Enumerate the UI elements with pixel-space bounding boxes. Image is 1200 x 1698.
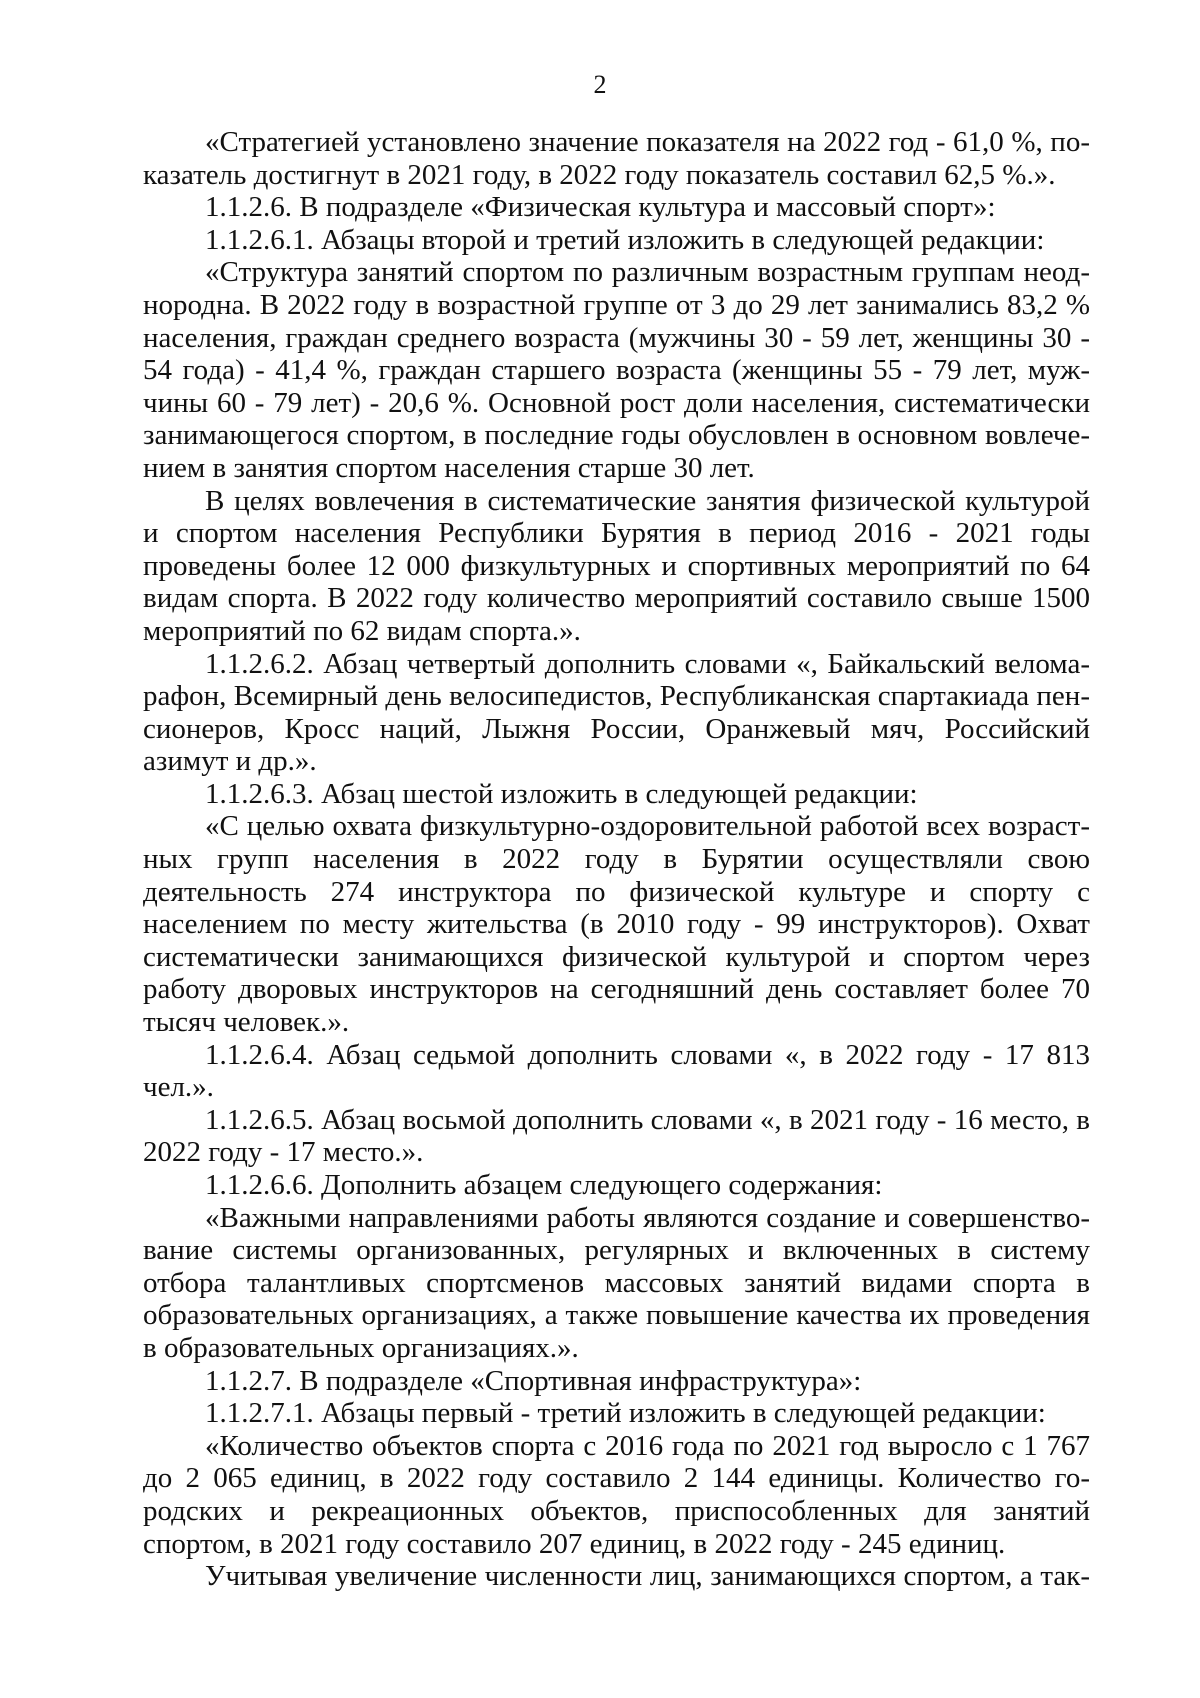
paragraph-instructors: «С целью охвата физкультурно-оздоровительной работой всех возрастных групп населения в 2022 году в Бурятии осуществляли свою деятельность 274 инструктора по физической культуре и спорту с населением по месту жительства (в 2010 году - 99 инструкторов). Охват систематически занимающихся физической культурой и спортом через работу дворовых инструкторов на сегодняшний день составляет более 70 тысяч человек.». bbox=[143, 810, 1090, 1039]
paragraph-strategy-indicator: «Стратегией установлено значение показателя на 2022 год - 61,0 %, показатель достигнут в 2021 году, в 2022 году показатель составил 62,5 %.». bbox=[143, 126, 1090, 191]
paragraph-sport-structure: «Структура занятий спортом по различным возрастным группам неоднородна. В 2022 году в возрастной группе от 3 до 29 лет занимались 83,2 % населения, граждан среднего возраста (мужчины 30 - 59 лет, женщины 30 - 54 года) - 41,4 %, граждан старшего возраста (женщины 55 - 79 лет, мужчины 60 - 79 лет) - 20,6 %. Основной рост доли населения, систематически занимающегося спортом, в последние годы обусловлен в основном вовлечением в занятия спортом населения старше 30 лет. bbox=[143, 256, 1090, 484]
document-body bbox=[143, 126, 1090, 1593]
paragraph-amendment-1-1-2-6-1: 1.1.2.6.1. Абзацы второй и третий изложить в следующей редакции: bbox=[205, 223, 1045, 256]
paragraph-subsection-infrastructure: 1.1.2.7. В подразделе «Спортивная инфраструктура»: bbox=[205, 1364, 862, 1397]
paragraph-amendment-1-1-2-7-1: 1.1.2.7.1. Абзацы первый - третий изложить в следующей редакции: bbox=[205, 1397, 1046, 1430]
paragraph-subsection-physical-culture: 1.1.2.6. В подразделе «Физическая культура и массовый спорт»: bbox=[205, 191, 996, 224]
paragraph-priority-directions: «Важными направлениями работы являются создание и совершенствование системы организованных, регулярных и включенных в систему отбора талантливых спортсменов массовых занятий видами спорта в образовательных организациях, а также повышение качества их проведения в образовательных организациях.». bbox=[143, 1201, 1090, 1364]
paragraph-amendment-1-1-2-6-6: 1.1.2.6.6. Дополнить абзацем следующего содержания: bbox=[205, 1169, 883, 1201]
paragraph-sport-events: В целях вовлечения в систематические занятия физической культурой и спортом населения Республики Бурятия в период 2016 - 2021 годы проведены более 12 000 физкультурных и спортивных мероприятий по 64 видам спорта. В 2022 году количество мероприятий составило свыше 1500 мероприятий по 62 видам спорта.». bbox=[143, 484, 1090, 647]
paragraph-sport-facilities: «Количество объектов спорта с 2016 года по 2021 год выросло с 1 767 до 2 065 единиц, в 2022 году составило 2 144 единицы. Количество городских и рекреационных объектов, приспособленных для занятий спортом, в 2021 году составило 207 единиц, в 2022 году - 245 единиц. bbox=[143, 1429, 1090, 1560]
paragraph-continuation: Учитывая увеличение численности лиц, занимающихся спортом, а так- bbox=[205, 1560, 1090, 1593]
paragraph-amendment-1-1-2-6-2: 1.1.2.6.2. Абзац четвертый дополнить словами «, Байкальский веломарафон, Всемирный день велосипедистов, Республиканская спартакиада пенсионеров, Кросс наций, Лыжня России, Оранжевый мяч, Российский азимут и др.». bbox=[143, 647, 1090, 778]
paragraph-amendment-1-1-2-6-3: 1.1.2.6.3. Абзац шестой изложить в следующей редакции: bbox=[205, 777, 918, 810]
page-number: 2 bbox=[593, 70, 607, 99]
paragraph-amendment-1-1-2-6-5: 1.1.2.6.5. Абзац восьмой дополнить словами «, в 2021 году - 16 место, в 2022 году - 17 место.». bbox=[143, 1103, 1090, 1169]
paragraph-amendment-1-1-2-6-4: 1.1.2.6.4. Абзац седьмой дополнить словами «, в 2022 году - 17 813 чел.». bbox=[143, 1038, 1090, 1104]
